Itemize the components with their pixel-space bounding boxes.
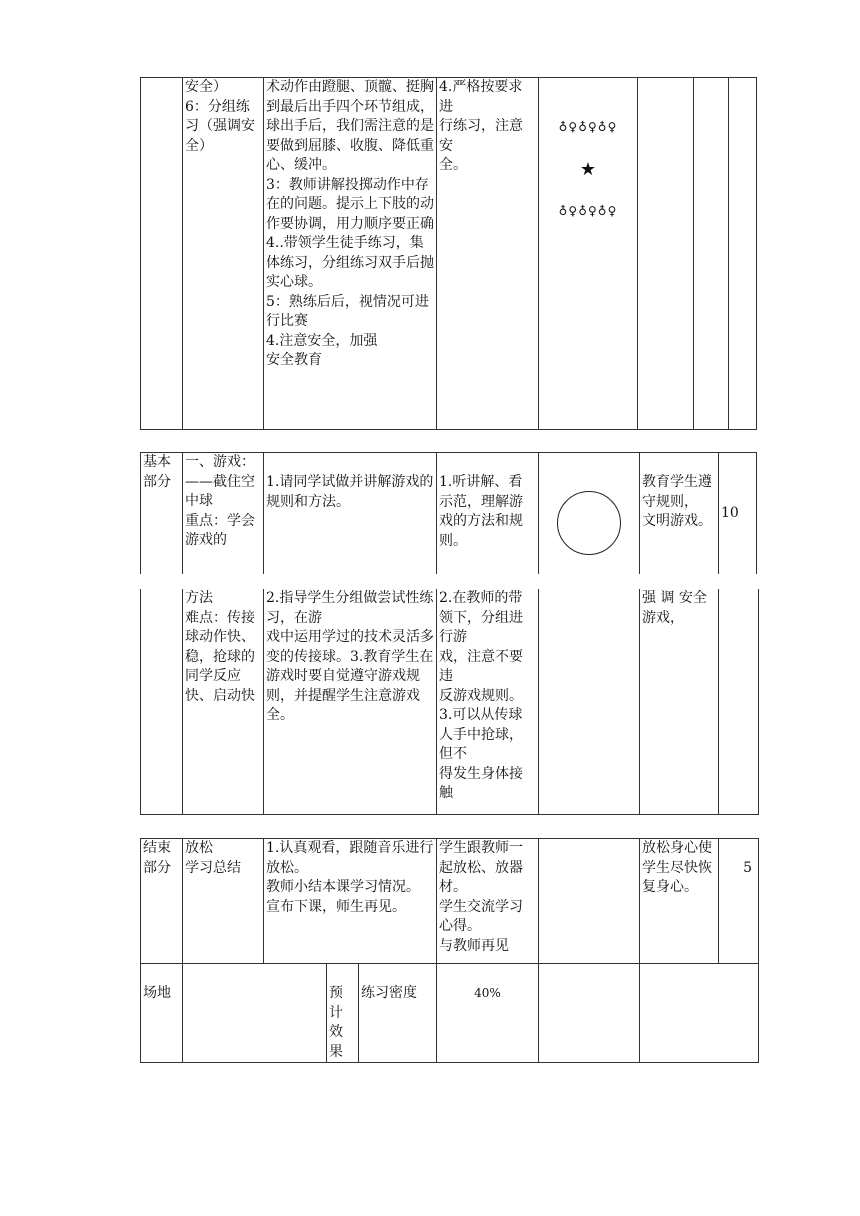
- empty-cell: [539, 964, 640, 1063]
- lesson-table-part3: [140, 589, 759, 815]
- part-cell: [141, 589, 183, 815]
- venue-value: [183, 964, 327, 1063]
- density-value: 40%: [437, 964, 539, 1063]
- formation-cell: [539, 839, 640, 964]
- empty-cell: [640, 964, 759, 1063]
- formation-cell: [539, 78, 638, 430]
- extra-cell: [729, 78, 757, 430]
- student-activity-cell: 2.在教师的带领下，分组进行游 戏，注意不要违 反游戏规则。 3.可以从传球人手中抢球，但不 得发生身体接触: [437, 589, 539, 815]
- teacher-activity-cell: 2.指导学生分组做尝试性练习，在游 戏中运用学过的技术灵活多变的传接球。3.教育学生在游戏时要自觉遵守游戏规则，并提醒学生注意游戏全。: [264, 589, 437, 815]
- part-label: 结束部分: [141, 839, 183, 964]
- lesson-table-part4: [140, 838, 759, 1063]
- content-cell: 放松 学习总结: [183, 839, 264, 964]
- content-cell: 安全） 6：分组练习（强调安全）: [183, 78, 264, 430]
- density-label: 练习密度: [359, 964, 437, 1063]
- student-activity-cell: 1.听讲解、看示范，理解游戏的方法和规则。: [437, 453, 539, 575]
- content-cell: 方法 难点：传接球动作快、稳，抢球的同学反应快、启动快: [183, 589, 264, 815]
- content-cell: 一、游戏： ——截住空中球 重点：学会游戏的: [183, 453, 264, 575]
- student-activity-cell: 4.严格按要求进 行练习，注意安 全。: [437, 78, 539, 430]
- time-cell: [719, 589, 759, 815]
- student-activity-cell: 学生跟教师一起放松、放器材。 学生交流学习心得。 与教师再见: [437, 839, 539, 964]
- time-cell: [694, 78, 729, 430]
- formation-row-top: ♁♀♁♀♁♀: [558, 119, 618, 134]
- formation-cell: [539, 589, 640, 815]
- part-label: 基本部分: [141, 453, 183, 575]
- expected-effect-label: 预计效果: [327, 964, 359, 1063]
- goal-cell: [638, 78, 694, 430]
- time-cell: 5: [719, 839, 759, 964]
- formation-cell: [539, 453, 640, 575]
- formation-row-bottom: ♁♀♁♀♁♀: [558, 203, 618, 218]
- game-circle-diagram: [557, 491, 621, 555]
- formation-diagram: [541, 98, 635, 430]
- part-cell: [141, 78, 183, 430]
- lesson-table-part2: [140, 452, 757, 574]
- goal-cell: 放松身心使学生尽快恢复身心。: [640, 839, 719, 964]
- star-icon: ★: [579, 158, 597, 180]
- teacher-activity-cell: 1.认真观看，跟随音乐进行放松。 教师小结本课学习情况。 宣布下课，师生再见。: [264, 839, 437, 964]
- goal-cell: 强 调 安全游戏，: [640, 589, 719, 815]
- teacher-activity-cell: 术动作由蹬腿、顶髋、挺胸到最后出手四个环节组成，球出手后，我们需注意的是要做到屈膝、收腹、降低重心、缓冲。 3：教师讲解投掷动作中存在的问题。提示上下肢的动作要协调，用力顺序要正确 4..带领学生徒手练习，集体练习，分组练习双手后抛实心球。 5：熟练后后，视情况可进行比赛 4.注意安全，加强 安全教育: [264, 78, 437, 430]
- goal-cell: 教育学生遵守规则， 文明游戏。: [640, 453, 719, 575]
- venue-label: 场地: [141, 964, 183, 1063]
- time-cell: 10: [719, 453, 757, 575]
- lesson-table-part1: [140, 77, 757, 430]
- teacher-activity-cell: 1.请同学试做并讲解游戏的规则和方法。: [264, 453, 437, 575]
